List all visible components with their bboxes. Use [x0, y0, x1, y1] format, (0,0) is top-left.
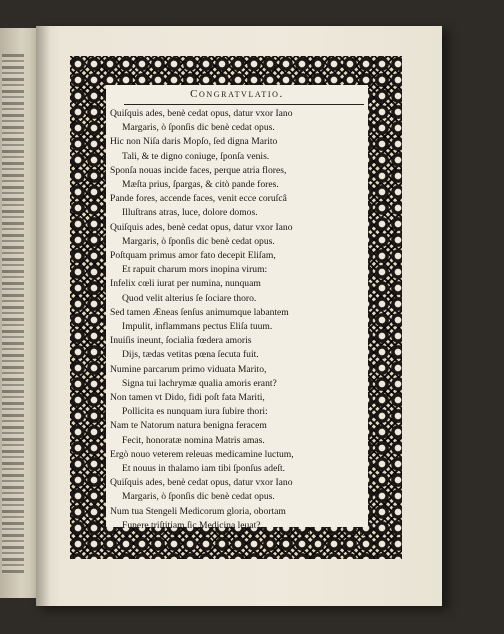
signature-mark: A 4 — [296, 528, 311, 539]
book-page — [36, 26, 442, 606]
verse-line: Quiſquis ades, benè cedat opus, datur vxor Iano — [110, 108, 293, 119]
heading-rule — [124, 104, 364, 105]
verse-line: Quod velit alterius ſe ſociare thoro. — [122, 292, 257, 304]
verse-line: Fecit, honoratæ nomina Matris amas. — [122, 434, 265, 446]
verse-line: Funere triſtitiam ſic Medicina leuat? — [122, 519, 261, 531]
verse-line: Et nouus in thalamo iam tibi ſponſus adeſt. — [122, 463, 286, 475]
ornamental-border — [70, 56, 402, 559]
verse-line: Pande fores, accende faces, venit ecce coruſcâ — [110, 193, 287, 205]
verse-line: Dijs, tædas vetitas pœna ſecuta fuit. — [122, 349, 259, 361]
verse-line: Hic non Niſa daris Mopſo, ſed digna Marito — [110, 136, 278, 148]
verse-line: Et rapuit charum mors inopina virum: — [122, 264, 268, 276]
verse-line: Quiſquis ades, benè cedat opus, datur vxor Iano — [110, 221, 293, 233]
verse-line: Nam te Natorum natura benigna feracem — [110, 420, 267, 432]
verse-line: Quiſquis ades, benè cedat opus, datur vxor Iano — [110, 477, 293, 489]
poem-verses — [110, 107, 368, 533]
verse-line: Illuſtrans atras, luce, dolore domos. — [122, 207, 258, 219]
verse-line: Ergò nouo veterem releuas medicamine luctum, — [110, 448, 294, 460]
verse-line: Impulit, inflammans pectus Eliſa tuum. — [122, 321, 273, 333]
verse-line: Pollicita es nunquam iura ſubire thori: — [122, 406, 268, 418]
text-block — [106, 85, 368, 539]
page-footer — [106, 528, 368, 542]
page-heading: Congratvlatio. — [190, 88, 284, 100]
catchword: Sic — [353, 528, 366, 539]
verse-line: Numine parcarum primo viduata Marito, — [110, 363, 267, 375]
verse-line: Tali, & te digno coniuge, ſponſa venis. — [122, 150, 270, 162]
verse-line: Non tamen vt Dido, fidi poſt fata Mariti, — [110, 392, 265, 404]
verse-line: Margaris, ò ſponſis dic benè cedat opus. — [122, 491, 275, 503]
verse-line: Signa tui lachrymæ qualia amoris erant? — [122, 377, 277, 389]
verse-line: Poſtquam primus amor fato decepit Eliſam, — [110, 250, 276, 262]
verse-line: Inuiſis ineunt, ſocialia fœdera amoris — [110, 335, 252, 347]
verse-line: Margaris, ò ſponſis dic benè cedat opus. — [122, 122, 275, 134]
verse-line: Num tua Stengeli Medicorum gloria, obortam — [110, 505, 286, 517]
facing-page-edge — [0, 28, 36, 598]
verse-line: Sponſa nouas incide faces, perque atria flores, — [110, 164, 287, 176]
verse-line: Mæſta prius, ſpargas, & citò pande fores. — [122, 179, 279, 191]
verse-line: Infelix cœli iurat per numina, nunquam — [110, 278, 261, 290]
verse-line: Sed tamen Æneas ſenſus animumque labantem — [110, 306, 289, 318]
gutter-shadow — [36, 26, 50, 606]
verse-line: Margaris, ò ſponſis dic benè cedat opus. — [122, 235, 275, 247]
facing-page-border — [2, 54, 24, 574]
